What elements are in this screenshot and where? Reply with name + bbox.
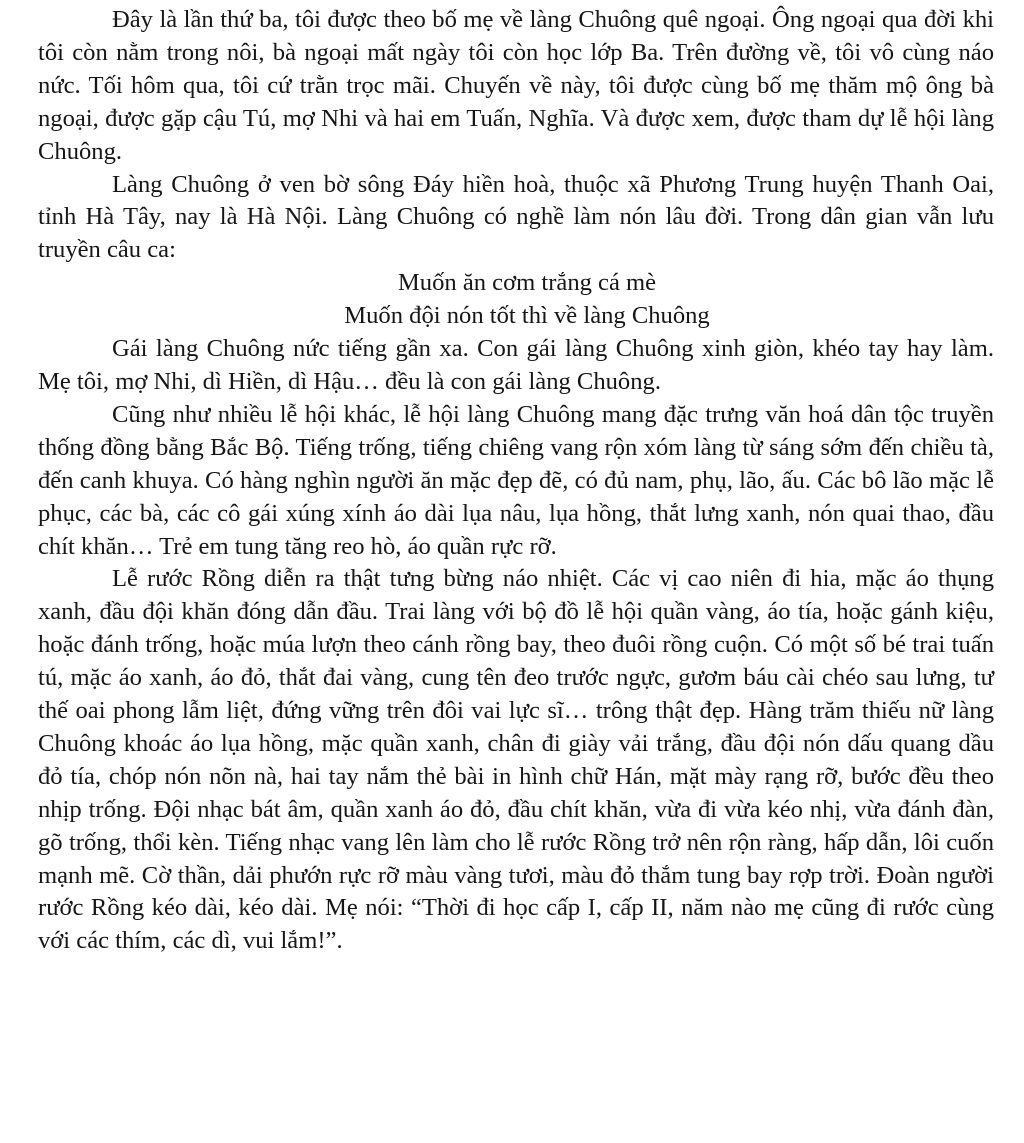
paragraph-village-location: Làng Chuông ở ven bờ sông Đáy hiền hoà, thuộc xã Phương Trung huyện Thanh Oai, tỉnh Hà Tây, nay là Hà Nội. Làng Chuông có nghề làm nón lâu đời. Trong dân gian vẫn lưu truyền câu ca:	[38, 170, 994, 264]
paragraph-festival-culture: Cũng như nhiều lễ hội khác, lễ hội làng Chuông mang đặc trưng văn hoá dân tộc truyền thống đồng bằng Bắc Bộ. Tiếng trống, tiếng chiêng vang rộn xóm làng từ sáng sớm đến chiều tà, đến canh khuya. Có hàng nghìn người ăn mặc đẹp đẽ, có đủ nam, phụ, lão, ấu. Các bô lão mặc lễ phục, các bà, các cô gái xúng xính áo dài lụa nâu, lụa hồng, thắt lưng xanh, nón quai thao, đầu chít khăn… Trẻ em tung tăng reo hò, áo quần rực rỡ.	[38, 400, 994, 560]
folk-verse	[38, 267, 994, 333]
document-page	[38, 4, 994, 958]
paragraph-village-girls: Gái làng Chuông nức tiếng gần xa. Con gái làng Chuông xinh giòn, khéo tay hay làm. Mẹ tôi, mợ Nhi, dì Hiền, dì Hậu… đều là con gái làng Chuông.	[38, 335, 994, 395]
verse-line-2: Muốn đội nón tốt thì về làng Chuông	[344, 302, 710, 330]
paragraph-intro: Đây là lần thứ ba, tôi được theo bố mẹ về làng Chuông quê ngoại. Ông ngoại qua đời khi tôi còn nằm trong nôi, bà ngoại mất ngày tôi còn học lớp Ba. Trên đường về, tôi vô cùng náo nức. Tối hôm qua, tôi cứ trằn trọc mãi. Chuyến về này, tôi được cùng bố mẹ thăm mộ ông bà ngoại, được gặp cậu Tú, mợ Nhi và hai em Tuấn, Nghĩa. Và được xem, được tham dự lễ hội làng Chuông.	[38, 6, 994, 165]
paragraph-dragon-procession: Lễ rước Rồng diễn ra thật tưng bừng náo nhiệt. Các vị cao niên đi hia, mặc áo thụng xanh, đầu đội khăn đóng dẫn đầu. Trai làng với bộ đồ lễ hội quần vàng, áo tía, hoặc gánh kiệu, hoặc đánh trống, hoặc múa lượn theo cánh rồng bay, theo đuôi rồng cuộn. Có một số bé trai tuấn tú, mặc áo xanh, áo đỏ, thắt đai vàng, cung tên đeo trước ngực, gươm báu cài chéo sau lưng, tư thế oai phong lẫm liệt, đứng vững trên đôi vai lực sĩ… trông thật đẹp. Hàng trăm thiếu nữ làng Chuông khoác áo lụa hồng, mặc quần xanh, chân đi giày vải trắng, đầu đội nón dấu quang dầu đỏ tía, chóp nón nõn nà, hai tay nắm thẻ bài in hình chữ Hán, mặt mày rạng rỡ, bước đều theo nhịp trống. Đội nhạc bát âm, quần xanh áo đỏ, đầu chít khăn, vừa đi vừa kéo nhị, vừa đánh đàn, gõ trống, thổi kèn. Tiếng nhạc vang lên làm cho lễ rước Rồng trở nên rộn ràng, hấp dẫn, lôi cuốn mạnh mẽ. Cờ thần, dải phướn rực rỡ màu vàng tươi, màu đỏ thắm tung bay rợp trời. Đoàn người rước Rồng kéo dài, kéo dài. Mẹ nói: “Thời đi học cấp I, cấp II, năm nào mẹ cũng đi rước cùng với các thím, các dì, vui lắm!”.	[38, 565, 994, 955]
verse-line-1: Muốn ăn cơm trắng cá mè	[397, 269, 657, 297]
